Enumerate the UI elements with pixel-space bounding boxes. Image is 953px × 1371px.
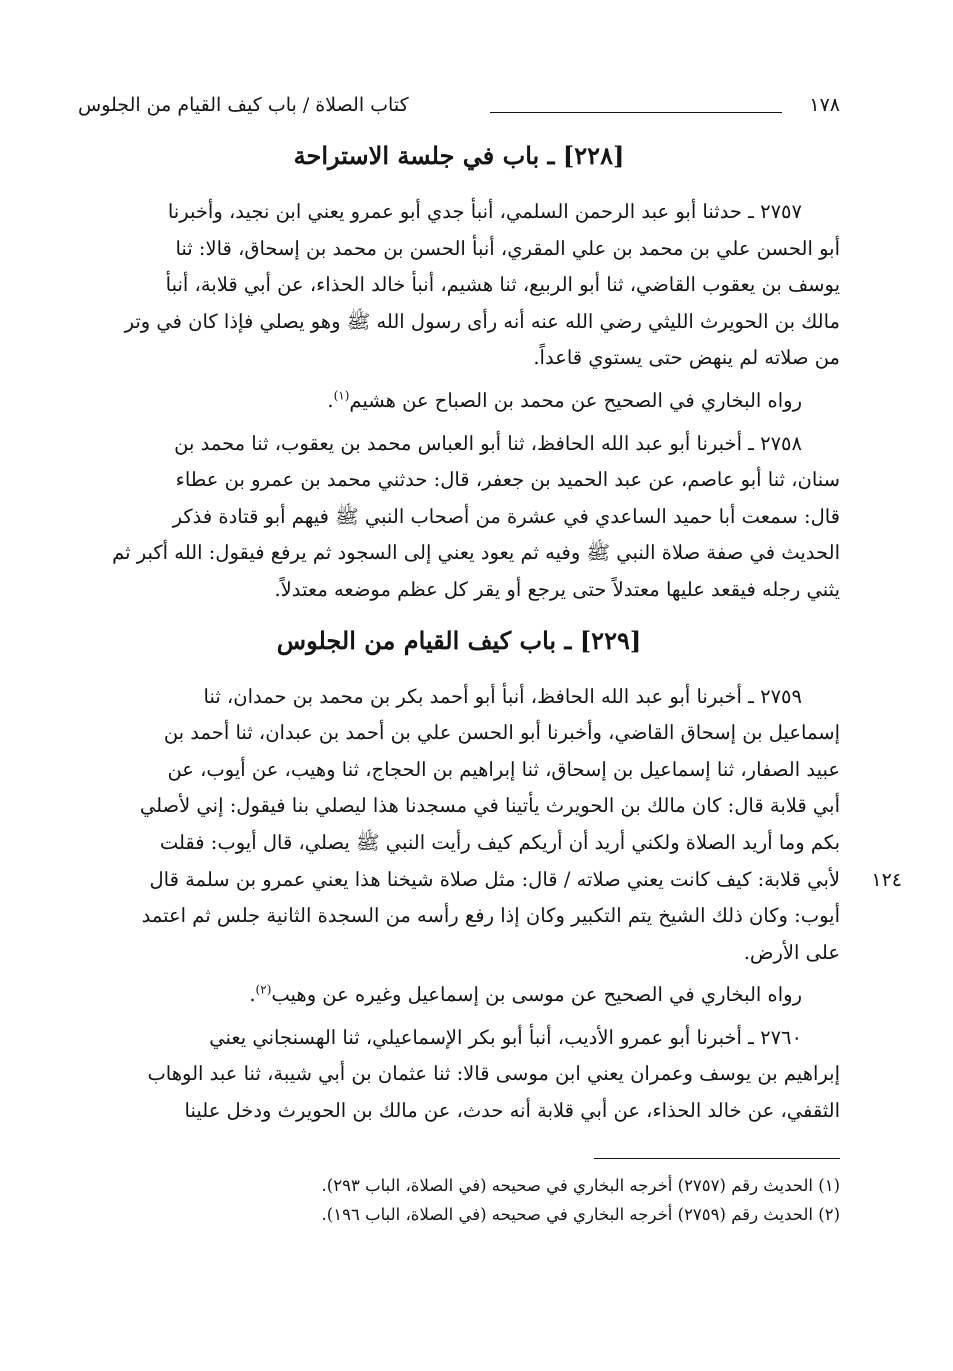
hadith-2758 (78, 426, 840, 609)
running-header (78, 90, 840, 124)
text-line: يثني رجله فيقعد عليها معتدلاً حتى يرجع أو يقر كل عظم موضعه معتدلاً. (274, 577, 840, 601)
text-line: رواه البخاري في الصحيح عن محمد بن الصباح عن هشيم$^{(١)}$. (327, 388, 802, 412)
text-line: يوسف بن يعقوب القاضي، ثنا أبو الربيع، ثنا هشيم، أنبأ خالد الحذاء، عن أبي قلابة، أنبأ (165, 273, 840, 297)
book-page (78, 90, 902, 1330)
chapter-heading-229: [٢٢٩] ـ باب كيف القيام من الجلوس (276, 625, 642, 655)
text-line: الحديث في صفة صلاة النبي ﷺ وفيه ثم يعود يعني إلى السجود ثم يرفع فيقول: الله أكبر ثم (112, 541, 840, 565)
footnote-ref-2[interactable]: (٢) (255, 982, 272, 997)
text-line: سنان، ثنا أبو عاصم، عن عبد الحميد بن جعفر، قال: حدثني محمد بن عمرو بن عطاء (175, 468, 840, 492)
hadith-2757 (78, 194, 840, 377)
text-line: عبيد الصفار، ثنا إسماعيل بن إسحاق، ثنا إبراهيم بن الحجاج، ثنا وهيب، عن أيوب، عن (167, 757, 840, 781)
riwaya-2759 (78, 977, 840, 1014)
text-line: من صلاته لم ينهض حتى يستوي قاعداً. (533, 346, 840, 370)
text-line: الثقفي، عن خالد الحذاء، عن أبي قلابة أنه حدث، عن مالك بن الحويرث ودخل علينا (184, 1099, 840, 1123)
text-line: ٢٧٥٧ ـ حدثنا أبو عبد الرحمن السلمي، أنبأ جدي أبو عمرو يعني ابن نجيد، وأخبرنا (167, 200, 802, 223)
header-rule (490, 112, 782, 113)
page-number: ١٧٨ (809, 94, 840, 116)
text-line: ٢٧٦٠ ـ أخبرنا أبو عمرو الأديب، أنبأ أبو بكر الإسماعيلي، ثنا الهسنجاني يعني (209, 1025, 802, 1049)
text-line: قال: سمعت أبا حميد الساعدي في عشرة من أصحاب النبي ﷺ فيهم أبو قتادة فذكر (172, 504, 840, 528)
text-line: بكم وما أريد الصلاة ولكني أريد أن أريكم كيف رأيت النبي ﷺ يصلي، قال أيوب: فقلت (159, 830, 840, 854)
hadith-2760 (78, 1020, 840, 1130)
text-line: على الأرض. (743, 940, 840, 964)
text-line: رواه البخاري في الصحيح عن موسى بن إسماعيل وغيره عن وهيب$^{(٢)}$. (249, 982, 802, 1007)
riwaya-2757 (78, 383, 840, 420)
running-title: كتاب الصلاة / باب كيف القيام من الجلوس (78, 94, 409, 116)
text-line: أيوب: وكان ذلك الشيخ يتم التكبير وكان إذا رفع رأسه من السجدة الثانية جلس ثم اعتمد (141, 904, 840, 928)
footnote-separator (594, 1158, 840, 1159)
chapter-heading-228: [٢٢٨] ـ باب في جلسة الاستراحة (293, 141, 625, 170)
text-line: أبي قلابة قال: كان مالك بن الحويرث يأتينا في مسجدنا هذا ليصلي بنا فيقول: إني لأصلي (139, 794, 840, 818)
text-line: ٢٧٥٨ ـ أخبرنا أبو عبد الله الحافظ، ثنا أبو العباس محمد بن يعقوب، ثنا محمد بن (174, 431, 802, 455)
footnote-2: (٢) الحديث رقم (٢٧٥٩) أخرجه البخاري في صحيحه (في الصلاة، الباب ١٩٦). (321, 1204, 840, 1224)
text-line: لأبي قلابة: كيف كانت يعني صلاته / قال: مثل صلاة شيخنا هذا يعني عمرو بن سلمة قال (149, 867, 840, 891)
text-line: إسماعيل بن إسحاق القاضي، وأخبرنا أبو الحسن علي بن أحمد بن عبدان، ثنا أحمد بن (163, 721, 840, 745)
text-line: إبراهيم بن يوسف وعمران يعني ابن موسى قالا: ثنا عثمان بن أبي شيبة، ثنا عبد الوهاب (147, 1062, 840, 1086)
riwaya-text: رواه البخاري في الصحيح عن محمد بن الصباح عن هشيم (349, 388, 802, 412)
text-line: ٢٧٥٩ ـ أخبرنا أبو عبد الله الحافظ، أنبأ أبو أحمد بكر بن محمد بن حمدان، ثنا (203, 684, 802, 708)
hadith-2759 (78, 679, 902, 972)
riwaya-text: رواه البخاري في الصحيح عن موسى بن إسماعيل وغيره عن وهيب (271, 983, 802, 1007)
footnote-ref-1[interactable]: (١) (333, 388, 350, 403)
text-line: مالك بن الحويرث الليثي رضي الله عنه أنه رأى رسول الله ﷺ وهو يصلي فإذا كان في وتر (124, 309, 840, 333)
text-line: أبو الحسن علي بن محمد بن علي المقري، أنبأ الحسن بن محمد بن إسحاق، قالا: ثنا (175, 236, 840, 260)
manuscript-folio-number: ١٢٤ (871, 868, 902, 891)
footnote-1: (١) الحديث رقم (٢٧٥٧) أخرجه البخاري في صحيحه (في الصلاة، الباب ٢٩٣). (321, 1175, 840, 1195)
